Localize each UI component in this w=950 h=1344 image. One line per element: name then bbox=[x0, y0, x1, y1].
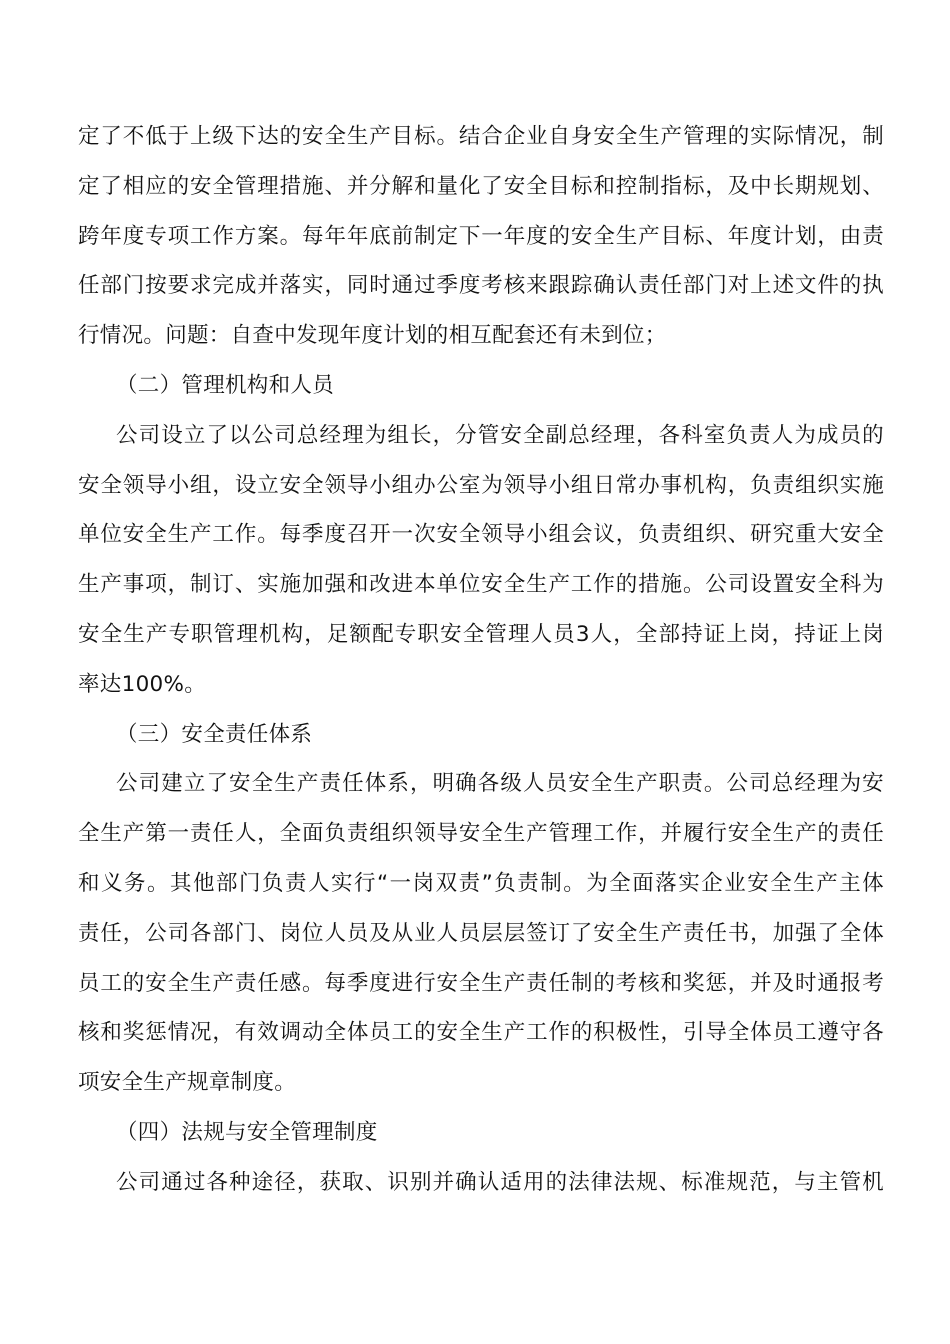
paragraph-line: 生产事项，制订、实施加强和改进本单位安全生产工作的措施。公司设置安全科为 bbox=[78, 572, 884, 598]
paragraph-line: 和义务。其他部门负责人实行“一岗双责”负责制。为全面落实企业安全生产主体 bbox=[78, 870, 884, 896]
section-heading: （四）法规与安全管理制度 bbox=[116, 1119, 378, 1145]
section-heading: （三）安全责任体系 bbox=[116, 721, 313, 747]
paragraph-line: 员工的安全生产责任感。每季度进行安全生产责任制的考核和奖惩，并及时通报考 bbox=[78, 970, 884, 996]
paragraph-line: 公司通过各种途径，获取、识别并确认适用的法律法规、标准规范，与主管机 bbox=[116, 1169, 884, 1195]
paragraph-line: 责任，公司各部门、岗位人员及从业人员层层签订了安全生产责任书，加强了全体 bbox=[78, 920, 884, 946]
paragraph-line: 单位安全生产工作。每季度召开一次安全领导小组会议，负责组织、研究重大安全 bbox=[78, 522, 884, 548]
paragraph-line: 公司建立了安全生产责任体系，明确各级人员安全生产职责。公司总经理为安 bbox=[116, 771, 884, 797]
paragraph-line: 任部门按要求完成并落实，同时通过季度考核来跟踪确认责任部门对上述文件的执 bbox=[78, 273, 884, 299]
document-page bbox=[78, 112, 884, 1208]
paragraph-line: 定了相应的安全管理措施、并分解和量化了安全目标和控制指标，及中长期规划、 bbox=[78, 173, 884, 199]
paragraph-line: 安全领导小组，设立安全领导小组办公室为领导小组日常办事机构，负责组织实施 bbox=[78, 472, 884, 498]
paragraph-line: 率达100%。 bbox=[78, 671, 207, 697]
paragraph-line: 项安全生产规章制度。 bbox=[78, 1070, 297, 1096]
paragraph-line: 全生产第一责任人，全面负责组织领导安全生产管理工作，并履行安全生产的责任 bbox=[78, 821, 884, 847]
paragraph-line: 公司设立了以公司总经理为组长，分管安全副总经理，各科室负责人为成员的 bbox=[116, 422, 884, 448]
paragraph-line: 跨年度专项工作方案。每年年底前制定下一年度的安全生产目标、年度计划，由责 bbox=[78, 223, 884, 249]
paragraph-line: 核和奖惩情况，有效调动全体员工的安全生产工作的积极性，引导全体员工遵守各 bbox=[78, 1020, 884, 1046]
section-heading: （二）管理机构和人员 bbox=[116, 372, 335, 398]
paragraph-line: 定了不低于上级下达的安全生产目标。结合企业自身安全生产管理的实际情况，制 bbox=[78, 124, 884, 149]
paragraph-line: 安全生产专职管理机构，足额配专职安全管理人员3人，全部持证上岗，持证上岗 bbox=[78, 621, 884, 647]
paragraph-line: 行情况。问题：自查中发现年度计划的相互配套还有未到位； bbox=[78, 323, 667, 349]
